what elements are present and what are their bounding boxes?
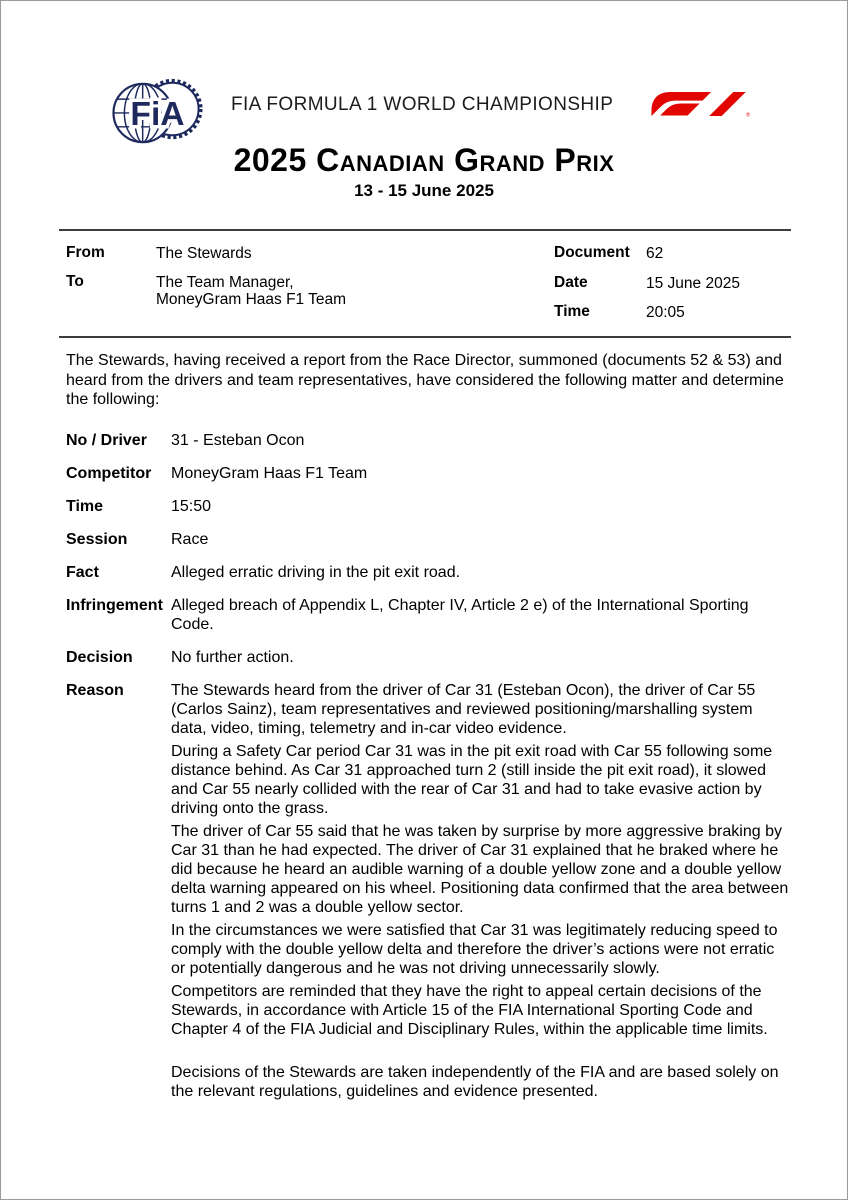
- meta-table-bottom-rule: [59, 336, 791, 338]
- field-value: 31 - Esteban Ocon: [171, 432, 305, 449]
- field-row-reason: [66, 681, 790, 1105]
- fia-logo-icon: [111, 76, 206, 146]
- time-label: Time: [554, 303, 590, 320]
- date-label: Date: [554, 274, 588, 291]
- fia-logo-text: FiA: [130, 95, 185, 133]
- field-value: Alleged breach of Appendix L, Chapter IV, Article 2 e) of the International Sporting Code.: [171, 597, 749, 633]
- event-title: 2025 Canadian Grand Prix: [233, 142, 615, 178]
- reason-paragraph-5: Competitors are reminded that they have the right to appeal certain decisions of the Stewards, in accordance with Article 15 of the FIA International Sporting Code and Chapter 4 of the FIA Judicial and Disciplinary Rules, within the applicable time limits.: [171, 983, 768, 1038]
- f1-logo-numeral-one: [709, 92, 746, 116]
- date-value: 15 June 2025: [646, 275, 740, 292]
- reason-text: [171, 681, 790, 1105]
- to-value-line2: MoneyGram Haas F1 Team: [156, 291, 347, 308]
- f1-registered-mark: ®: [745, 112, 751, 118]
- decision-fields: [66, 431, 790, 1119]
- reason-paragraph-2: During a Safety Car period Car 31 was in the pit exit road with Car 55 following some distance behind. As Car 31 approached turn 2 (still inside the pit exit road), it slowed and Car 55 nearly collided with the rear of Car 31 and had to take evasive action by driving onto the grass.: [171, 743, 773, 817]
- field-row-competitor: [66, 464, 790, 483]
- to-value: [156, 274, 346, 308]
- field-row-decision: [66, 648, 790, 667]
- field-row-no-driver: [66, 431, 790, 450]
- document-value: 62: [646, 245, 664, 262]
- intro-paragraph: The Stewards, having received a report from the Race Director, summoned (documents 52 & 53) and heard from the drivers and team representatives, have considered the following matter and determine the following:: [66, 352, 784, 408]
- field-row-fact: [66, 563, 790, 582]
- field-label: Time: [66, 498, 104, 515]
- event-dates: 13 - 15 June 2025: [354, 181, 494, 200]
- document-label: Document: [554, 244, 630, 261]
- to-label: To: [66, 273, 84, 290]
- field-value: Alleged erratic driving in the pit exit road.: [171, 564, 461, 581]
- reason-paragraph-1: The Stewards heard from the driver of Car 31 (Esteban Ocon), the driver of Car 55 (Carlos Sainz), team representatives and reviewed positioning/marshalling system data, video, timing, telemetry and in-car video evidence.: [171, 682, 756, 737]
- from-value: The Stewards: [156, 245, 252, 262]
- field-label: Infringement: [66, 597, 163, 614]
- f1-logo-icon: [651, 91, 751, 118]
- championship-title: FIA FORMULA 1 WORLD CHAMPIONSHIP: [231, 94, 614, 115]
- independence-note: Decisions of the Stewards are taken independently of the FIA and are based solely on the relevant regulations, guidelines and evidence presented.: [171, 1064, 779, 1100]
- field-value: MoneyGram Haas F1 Team: [171, 465, 368, 482]
- field-label: Competitor: [66, 465, 152, 482]
- reason-paragraph-3: The driver of Car 55 said that he was taken by surprise by more aggressive braking by Car 31 than he had expected. The driver of Car 31 explained that he braked where he did because he heard an audible warning of a double yellow zone and a double yellow delta warning appeared on his wheel. Positioning data confirmed that the area between turns 1 and 2 was a double yellow sector.: [171, 823, 789, 916]
- time-value: 20:05: [646, 304, 685, 321]
- to-value-line1: The Team Manager,: [156, 274, 294, 291]
- meta-table-top-rule: [59, 229, 791, 231]
- field-row-time: [66, 497, 790, 516]
- field-label: No / Driver: [66, 432, 147, 449]
- field-value: Race: [171, 531, 209, 548]
- field-label: Reason: [66, 682, 124, 699]
- reason-paragraph-4: In the circumstances we were satisfied that Car 31 was legitimately reducing speed to comply with the double yellow delta and therefore the driver’s actions were not erratic or potentially dangerous and he was not driving unnecessarily slowly.: [171, 922, 778, 977]
- field-label: Decision: [66, 649, 133, 666]
- f1-logo-middle-bar: [660, 104, 699, 116]
- field-row-session: [66, 530, 790, 549]
- field-row-infringement: [66, 596, 790, 634]
- from-label: From: [66, 244, 105, 261]
- field-label: Fact: [66, 564, 99, 581]
- field-value: No further action.: [171, 649, 294, 666]
- field-label: Session: [66, 531, 128, 548]
- field-value: 15:50: [171, 498, 212, 515]
